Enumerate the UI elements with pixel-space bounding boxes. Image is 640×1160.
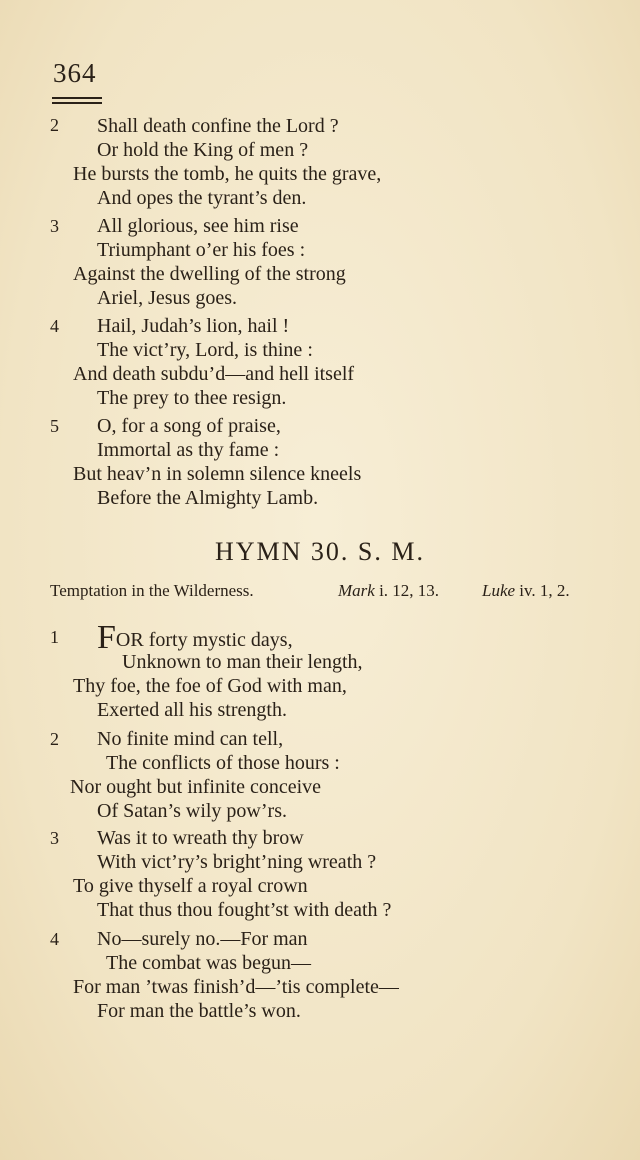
verse-line: Of Satan’s wily pow’rs. (97, 800, 287, 822)
first-line-rest: OR forty mystic days, (115, 629, 293, 651)
verse-line: He bursts the tomb, he quits the grave, (73, 163, 382, 185)
verse-line: Against the dwelling of the strong (73, 263, 346, 285)
verse-line: For man ’twas finish’d—’tis complete— (73, 976, 399, 998)
drop-cap: F (97, 619, 116, 656)
verse-line: Or hold the King of men ? (97, 139, 309, 161)
verse-line: The conflicts of those hours : (106, 752, 340, 774)
ref-verses: i. 12, 13. (374, 581, 440, 600)
verse-line: And death subdu’d—and hell itself (73, 363, 355, 385)
ref-verses: iv. 1, 2. (515, 581, 570, 600)
verse-line: All glorious, see him rise (97, 215, 299, 237)
verse-line: Was it to wreath thy brow (97, 827, 304, 849)
verse-number: 4 (50, 929, 59, 949)
verse-number: 3 (50, 216, 59, 236)
subtitle-text: Temptation in the Wilderness. (50, 581, 254, 600)
verse-line: To give thyself a royal crown (73, 875, 308, 897)
verse-line: Immortal as thy fame : (97, 439, 280, 461)
ref-book: Mark (338, 581, 375, 600)
verse-line: No finite mind can tell, (97, 728, 284, 750)
verse-line: Nor ought but infinite conceive (70, 776, 322, 798)
verse-line: And opes the tyrant’s den. (97, 187, 307, 209)
header-rule-bottom (52, 102, 102, 104)
scripture-ref-mark (338, 581, 439, 601)
verse-line-first (97, 619, 293, 656)
verse-line: Thy foe, the foe of God with man, (73, 675, 347, 697)
verse-line: Shall death confine the Lord ? (97, 115, 339, 137)
verse-line: The prey to thee resign. (97, 387, 287, 409)
verse-number: 3 (50, 828, 59, 848)
verse-line: Hail, Judah’s lion, hail ! (97, 315, 290, 337)
verse-number: 4 (50, 316, 59, 336)
verse-number: 1 (50, 627, 59, 647)
verse-line: No—surely no.—For man (97, 928, 308, 950)
verse-line: Ariel, Jesus goes. (97, 287, 237, 309)
verse-line: For man the battle’s won. (97, 1000, 301, 1022)
verse-line: The vict’ry, Lord, is thine : (97, 339, 313, 361)
verse-line: But heav’n in solemn silence kneels (73, 463, 362, 485)
verse-number: 2 (50, 115, 59, 135)
verse-line: Before the Almighty Lamb. (97, 487, 319, 509)
verse-number: 2 (50, 729, 59, 749)
ref-book: Luke (482, 581, 516, 600)
header-rule-top (52, 97, 102, 99)
verse-line: Unknown to man their length, (122, 651, 363, 673)
hymn-subtitle (50, 581, 610, 601)
verse-line: O, for a song of praise, (97, 415, 281, 437)
page-number: 364 (53, 58, 97, 88)
verse-line: Triumphant o’er his foes : (97, 239, 306, 261)
verse-line: With vict’ry’s bright’ning wreath ? (97, 851, 377, 873)
verse-line: That thus thou fought’st with death ? (97, 899, 392, 921)
verse-line: The combat was begun— (106, 952, 311, 974)
hymn-title: HYMN 30. S. M. (214, 537, 426, 566)
verse-number: 5 (50, 416, 59, 436)
scripture-ref-luke (482, 581, 570, 601)
verse-line: Exerted all his strength. (97, 699, 287, 721)
